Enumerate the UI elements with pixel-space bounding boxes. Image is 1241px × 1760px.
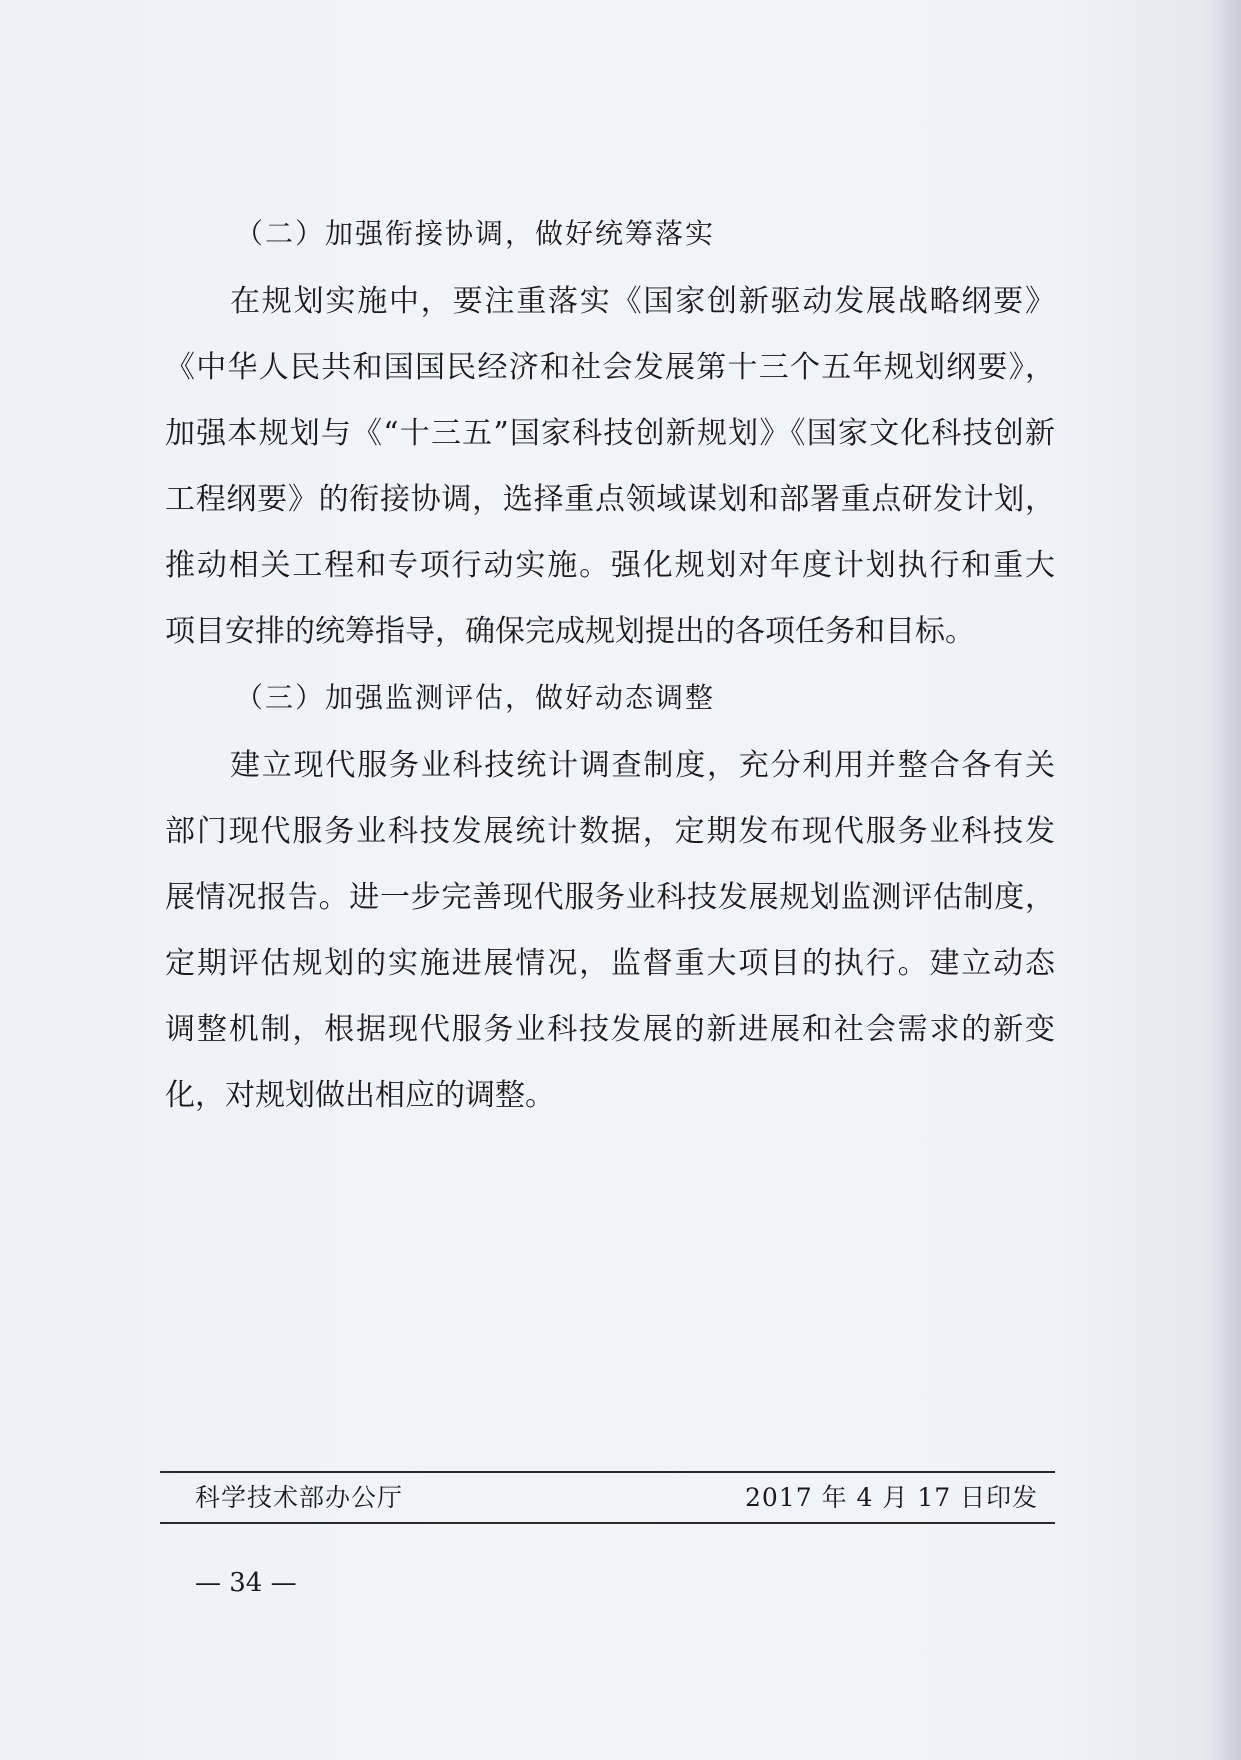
- section-heading-2: （二）加强衔接协调，做好统筹落实: [235, 217, 716, 250]
- issue-date: 2017 年 4 月 17 日印发: [745, 1483, 1039, 1512]
- paragraph-line: 部门现代服务业科技发展统计数据，定期发布现代服务业科技发: [165, 814, 1055, 849]
- page-edge-shadow: [1211, 0, 1241, 1760]
- paragraph-line: 化，对规划做出相应的调整。: [165, 1078, 555, 1113]
- paragraph-line: 《中华人民共和国国民经济和社会发展第十三个五年规划纲要》，: [165, 350, 1055, 385]
- paragraph-line: 定期评估规划的实施进展情况，监督重大项目的执行。建立动态: [165, 946, 1055, 981]
- paragraph-line: 加强本规划与《“十三五”国家科技创新规划》《国家文化科技创新: [165, 416, 1055, 451]
- page-number: — 34 —: [195, 1568, 297, 1598]
- paragraph-line: 调整机制，根据现代服务业科技发展的新进展和社会需求的新变: [165, 1012, 1055, 1047]
- section-heading-3: （三）加强监测评估，做好动态调整: [235, 681, 716, 714]
- paragraph-line: 工程纲要》的衔接协调，选择重点领域谋划和部署重点研发计划，: [165, 482, 1055, 517]
- paragraph-line: 展情况报告。进一步完善现代服务业科技发展规划监测评估制度，: [165, 880, 1055, 915]
- paragraph-line: 建立现代服务业科技统计调查制度，充分利用并整合各有关: [230, 748, 1055, 783]
- paragraph-line: 在规划实施中，要注重落实《国家创新驱动发展战略纲要》: [230, 284, 1055, 319]
- paragraph-line: 推动相关工程和专项行动实施。强化规划对年度计划执行和重大: [165, 548, 1055, 583]
- issuer-name: 科学技术部办公厅: [195, 1483, 404, 1512]
- paragraph-line: 项目安排的统筹指导，确保完成规划提出的各项任务和目标。: [165, 614, 975, 649]
- footer-bottom-rule: [160, 1522, 1055, 1524]
- footer-top-rule: [160, 1471, 1055, 1473]
